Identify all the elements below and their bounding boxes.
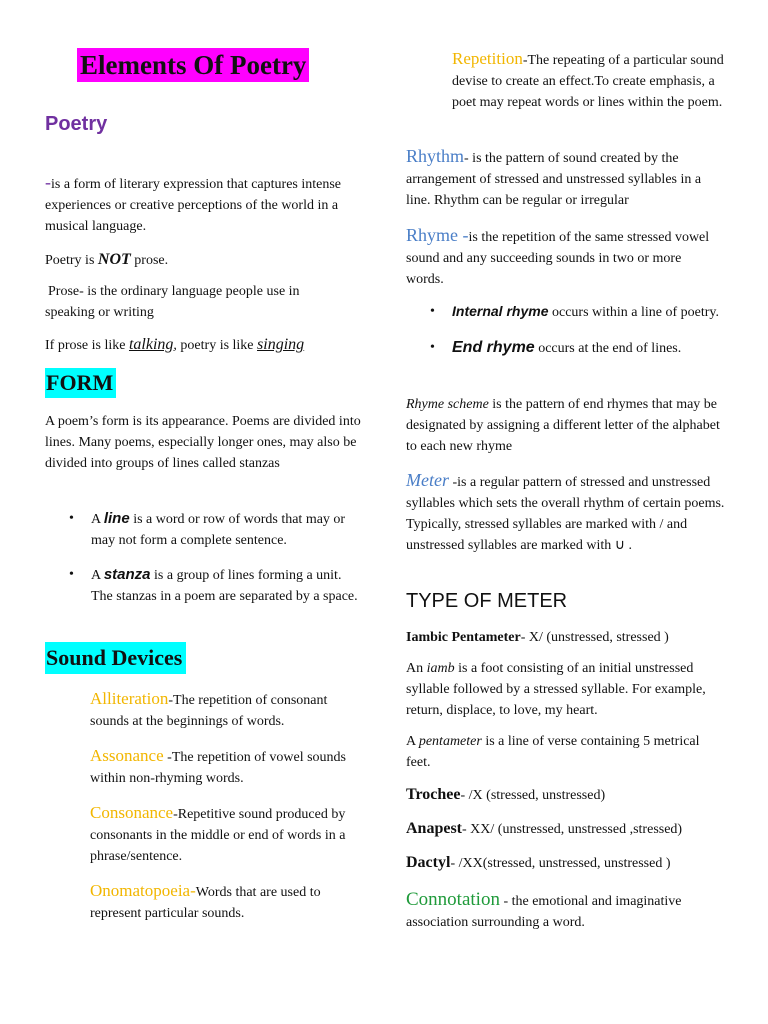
list-item: • End rhyme occurs at the end of lines. [430,339,682,356]
trochee: Trochee- /X (stressed, unstressed) [406,786,606,803]
poetry-not-prose: Poetry is NOT prose. [45,251,169,268]
anapest: Anapest- XX/ (unstressed, unstressed ,stressed) [406,820,683,837]
sound-devices-list [90,688,362,924]
sound-devices-heading: Sound Devices [45,642,186,674]
device-onomatopoeia: Onomatopoeia-Words that are used to represent particular sounds. [90,881,321,921]
form-bullet-list [69,508,366,607]
device-consonance: Consonance-Repetitive sound produced by consonants in the middle or end of words in a phrase/sentence. [90,803,346,864]
bullet-dot: • [69,567,74,582]
list-item: • Internal rhyme occurs within a line of poetry. [430,303,720,320]
form-definition: A poem’s form is its appearance. Poems are divided into lines. Many poems, especially longer ones, may also be divided into groups of lines called stanzas [45,414,361,471]
prose-definition: Prose- is the ordinary language people use in speaking or writing [45,284,300,320]
rhyme-definition: Rhyme -is the repetition of the same stressed vowel sound and any succeeding sounds in two or more words. [406,225,710,287]
rhyme-scheme-definition: Rhyme scheme is the pattern of end rhymes that may be designated by assigning a different letter of the alphabet to each new rhyme [406,397,720,454]
device-alliteration: Alliteration-The repetition of consonant sounds at the beginnings of words. [90,689,328,729]
poetry-heading: Poetry [45,113,108,135]
bullet-dot: • [430,304,435,319]
meter-definition: Meter -is a regular pattern of stressed and unstressed syllables which sets the overall rhythm of certain poems. Typically, stressed syllables are marked with / and unstressed syllables are marked with ∪ . [406,470,725,553]
poetry-definition: -is a form of literary expression that captures intense experiences or creative perceptions of the world in a musical language. [45,172,342,234]
document-title: Elements Of Poetry [77,48,329,82]
rhythm-definition: Rhythm- is the pattern of sound created by the arrangement of stressed and unstressed syllables in a line. Rhythm can be regular or irregular [406,146,702,208]
repetition-definition: Repetition-The repeating of a particular sound devise to create an effect.To create emphasis, a poet may repeat words or lines within the poem. [452,49,724,110]
bullet-dot: • [430,340,435,355]
iambic-pentameter: Iambic Pentameter- X/ (unstressed, stressed ) [406,630,669,645]
rhyme-bullet-list [430,301,732,359]
bullet-dot: • [69,511,74,526]
dactyl: Dactyl- /XX(stressed, unstressed, unstressed ) [406,854,671,871]
type-of-meter-heading: TYPE OF METER [406,590,568,612]
pentameter-definition: A pentameter is a line of verse containing 5 metrical feet. [406,734,700,770]
list-item: • A stanza is a group of lines forming a unit. The stanzas in a poem are separated by a space. [69,566,358,604]
connotation-definition: Connotation - the emotional and imaginative association surrounding a word. [406,889,682,930]
list-item: • A line is a word or row of words that may or may not form a complete sentence. [69,510,346,548]
iamb-definition: An iamb is a foot consisting of an initial unstressed syllable followed by a stressed syllable. For example, return, displace, to love, my heart. [406,661,706,718]
device-assonance: Assonance -The repetition of vowel sounds within non-rhyming words. [90,746,347,786]
form-heading: FORM [45,368,116,398]
talking-singing: If prose is like talking, poetry is like singing [45,336,305,353]
